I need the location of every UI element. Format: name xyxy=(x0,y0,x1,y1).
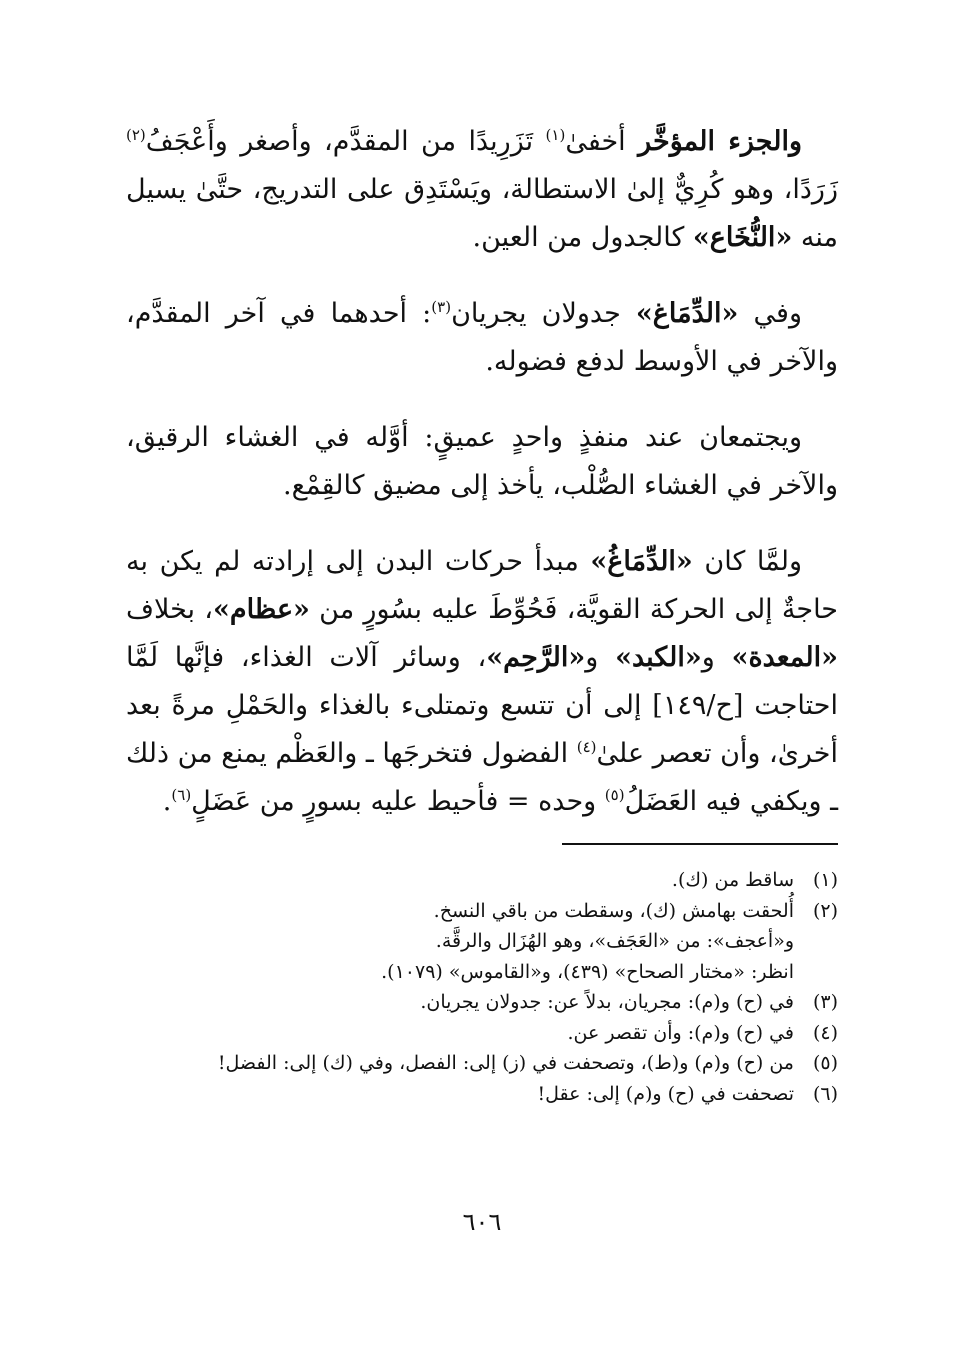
text-run: ويجتمعان عند منفذٍ واحدٍ عميقٍ: أوَّله في الغشاء الرقيق، والآخر في الغشاء الصُّلْب، يأخذ إلى مضيق كالقِمْع. xyxy=(126,422,838,501)
text-run: تَزَرِيدًا من المقدَّم، وأصغر وأَعْجَفُ xyxy=(145,126,546,157)
bold-term: «الرَّحِم» xyxy=(486,642,586,673)
text-run: الفضول فتخرجَها ـ والعَظْم يمنع من ذلك ـ ويكفي فيه العَضَلُ xyxy=(126,738,838,817)
footnote xyxy=(126,1018,838,1049)
text-run: ، بخلاف xyxy=(126,594,213,625)
text-run: وحده = فأحيط عليه بسورٍ من عَضَلٍ xyxy=(191,786,605,817)
text-run: ، وسائر آلات الغذاء، فإنَّها لَمَّا احتاجت [ح/١٤٩] إلى أن تتسع وتمتلىء بالغذاء والحَمْلِ مرةً بعد أخرىٰ، وأن تعصر علىٰ xyxy=(126,642,838,769)
text-run: كالجدول من العين. xyxy=(472,222,693,253)
footnote-number: (٣) xyxy=(812,991,838,1013)
text-run: مبدأ حركات البدن إلى إرادته لم يكن به حاجةٌ إلى الحركة القويَّة، فَحُوِّطَ عليه بسُورٍ من xyxy=(126,546,838,625)
footnote-text: من (ح) و(م) و(ط)، وتصحفت في (ز) إلى: الفصل، وفي (ك) إلى: الفضل! xyxy=(217,1052,794,1074)
text-run: . xyxy=(162,786,172,817)
paragraph xyxy=(126,538,838,826)
footnote-number: (٤) xyxy=(812,1021,838,1044)
bold-term: «المعدة» xyxy=(731,642,839,673)
footnote-marker: (٥) xyxy=(604,786,625,804)
bold-term: «النُّخَاع» xyxy=(692,222,793,253)
bold-term: والجزء المؤخَّر xyxy=(638,126,803,157)
footnote-number: (٢) xyxy=(812,899,838,922)
footnote xyxy=(126,896,838,988)
footnote-separator xyxy=(562,843,838,845)
bold-term: «الدِّمَاغ» xyxy=(635,298,739,329)
paragraph xyxy=(126,414,838,510)
bold-term: «عظام» xyxy=(212,594,310,625)
footnote-text: في (ح) و(م): وأن تقصر عن. xyxy=(567,1021,794,1044)
text-run: و xyxy=(585,642,616,673)
footnote-text: انظر: «مختار الصحاح» (٤٣٩)، و«القاموس» (١٠٧٩). xyxy=(381,960,794,983)
footnote-text: و«أعجف»: من «العَجَف»، وهو الهُزَال والرقَّة. xyxy=(435,930,794,952)
footnote-marker: (٢) xyxy=(126,126,146,144)
footnote xyxy=(126,1048,838,1079)
text-run: وفي xyxy=(738,298,802,329)
main-text xyxy=(126,118,838,854)
text-run: ولمَّا كان xyxy=(692,546,802,577)
footnote-text: في (ح) و(م): مجريان، بدلاً عن: جدولان يجريان. xyxy=(420,991,794,1013)
footnote xyxy=(126,1079,838,1110)
footnote-number: (١) xyxy=(812,869,838,891)
text-run: جدولان يجريان xyxy=(451,298,636,329)
footnote-marker: (١) xyxy=(545,126,566,144)
footnote-marker: (٤) xyxy=(576,738,597,756)
footnotes xyxy=(126,865,838,1109)
footnote-marker: (٦) xyxy=(171,786,192,804)
text-run: : أحدهما في آخر المقدَّم، والآخر في الأوسط لدفع فضوله. xyxy=(126,298,838,377)
footnote-number: (٦) xyxy=(812,1082,838,1105)
footnote-marker: (٣) xyxy=(431,298,452,316)
footnote-text: أُلحقت بهامش (ك)، وسقطت من باقي النسخ. xyxy=(433,899,794,922)
text-run: و xyxy=(701,642,732,673)
footnote-number: (٥) xyxy=(812,1052,838,1074)
bold-term: «الكبد» xyxy=(615,642,702,673)
footnote xyxy=(126,865,838,896)
page-number: ٦٠٦ xyxy=(462,1208,502,1236)
bold-term: «الدِّمَاغُ» xyxy=(590,546,693,577)
text-run: زَرَدًا، وهو كُرِيٌّ إلىٰ الاستطالة، ويَسْتَدِق على التدريج، حتَّىٰ يسيل منه xyxy=(126,174,838,253)
footnote xyxy=(126,987,838,1018)
text-run: أخفىٰ xyxy=(565,126,639,157)
footnote-text: تصحفت في (ح) و(م) إلى: عقل! xyxy=(537,1082,794,1105)
footnote-text: ساقط من (ك). xyxy=(671,869,794,891)
paragraph xyxy=(126,290,838,386)
paragraph xyxy=(126,118,838,262)
